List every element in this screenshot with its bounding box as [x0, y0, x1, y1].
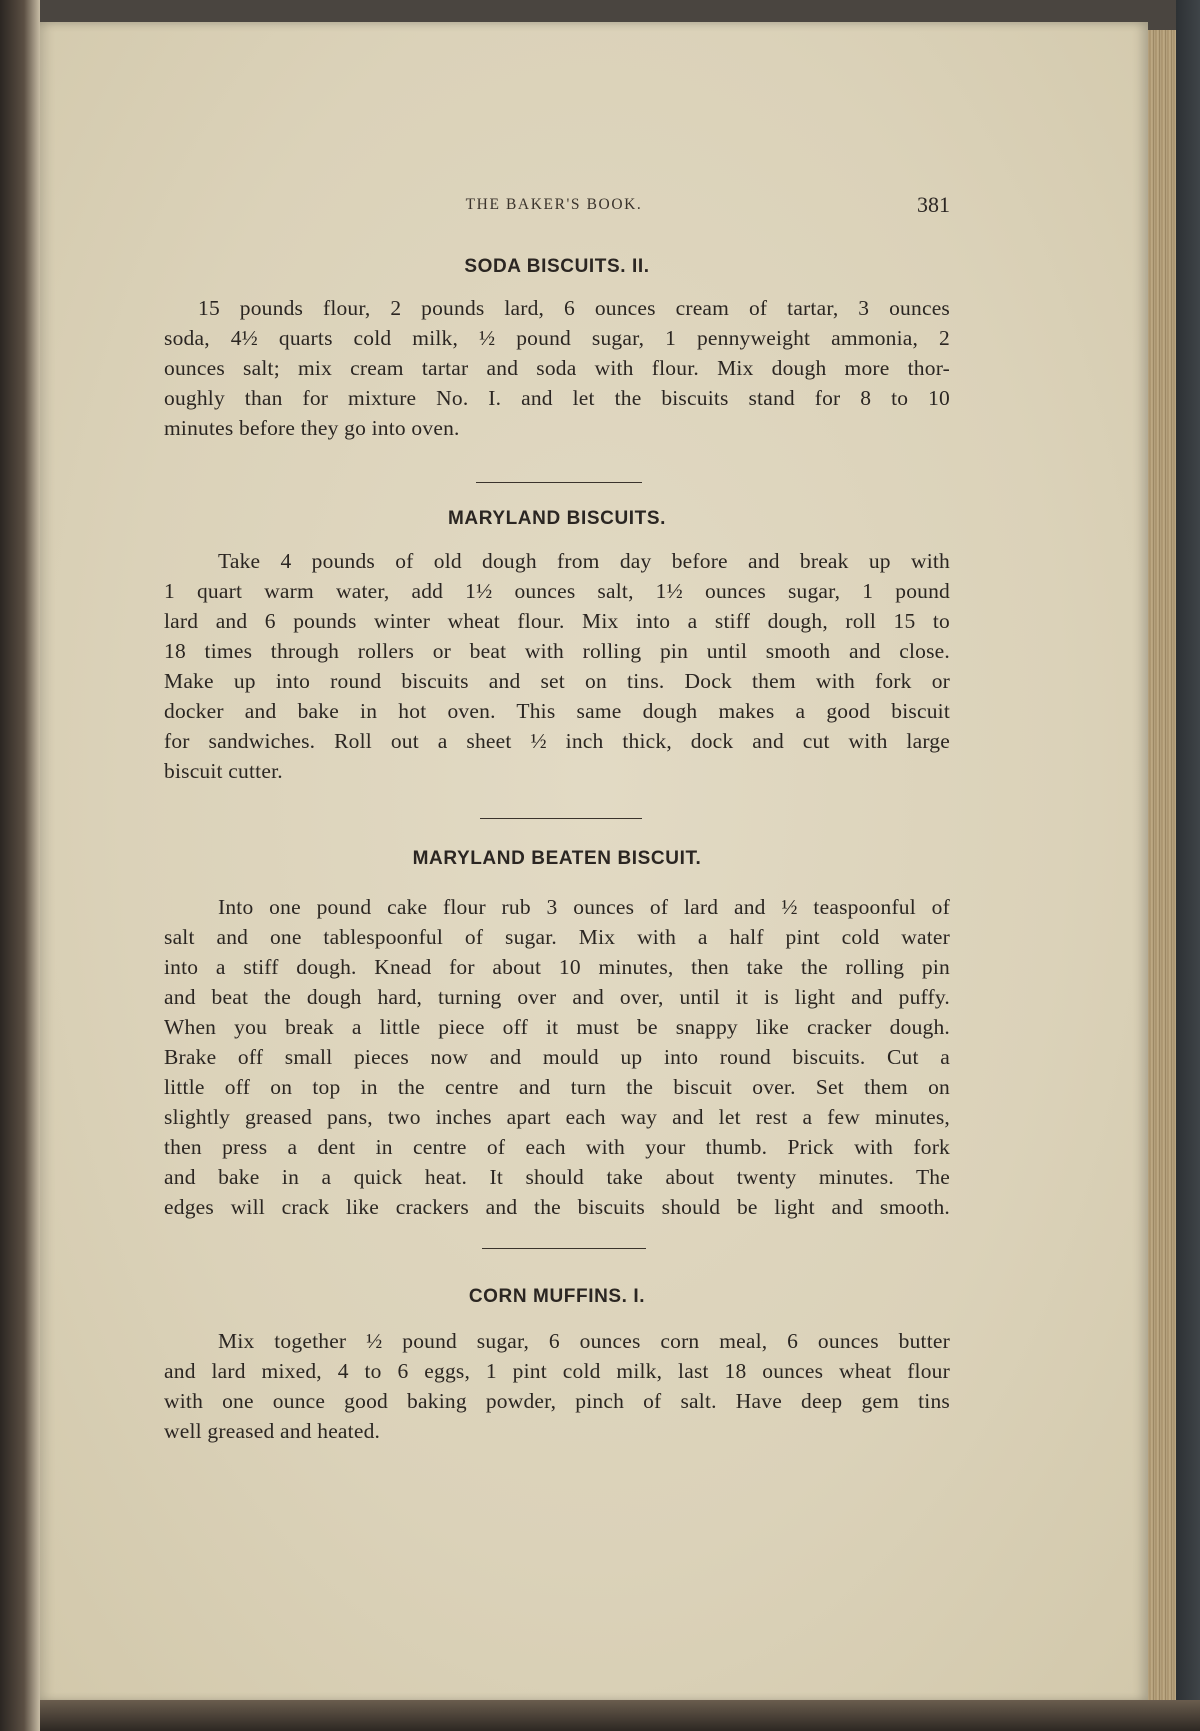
running-title: THE BAKER'S BOOK.: [465, 196, 643, 213]
text-line: Make up into round biscuits and set on tins. Dock them with fork or: [164, 669, 950, 693]
text-line: Take 4 pounds of old dough from day before and break up with: [218, 549, 950, 573]
text-line: soda, 4½ quarts cold milk, ½ pound sugar, 1 pennyweight ammonia, 2: [164, 326, 950, 350]
text-line: ounces salt; mix cream tartar and soda with flour. Mix dough more thor-: [164, 356, 950, 380]
text-line: with one ounce good baking powder, pinch of salt. Have deep gem tins: [164, 1389, 950, 1413]
section-divider: [482, 1248, 646, 1249]
section-heading-soda-biscuits: SODA BISCUITS. II.: [464, 256, 650, 277]
text-line: then press a dent in centre of each with your thumb. Prick with fork: [164, 1135, 950, 1159]
text-line: and bake in a quick heat. It should take about twenty minutes. The: [164, 1165, 950, 1189]
section-divider: [476, 482, 642, 483]
section-body-soda-biscuits: [164, 293, 950, 443]
page-number: 381: [917, 192, 950, 217]
section-heading-maryland-biscuits: MARYLAND BISCUITS.: [447, 508, 667, 529]
section-heading-maryland-beaten-biscuit: MARYLAND BEATEN BISCUIT.: [412, 848, 702, 869]
text-line: for sandwiches. Roll out a sheet ½ inch thick, dock and cut with large: [164, 729, 950, 753]
text-line: 18 times through rollers or beat with rolling pin until smooth and close.: [164, 639, 950, 663]
section-body-corn-muffins: [164, 1326, 950, 1446]
text-line: biscuit cutter.: [164, 759, 283, 783]
text-line: little off on top in the centre and turn the biscuit over. Set them on: [164, 1075, 950, 1099]
running-head: [164, 192, 950, 226]
section-divider: [480, 818, 642, 819]
text-line: edges will crack like crackers and the biscuits should be light and smooth.: [164, 1195, 950, 1219]
text-line: 1 quart warm water, add 1½ ounces salt, 1½ ounces sugar, 1 pound: [164, 579, 950, 603]
text-line: well greased and heated.: [164, 1419, 381, 1443]
section-body-maryland-beaten-biscuit: [164, 892, 950, 1222]
text-line: docker and bake in hot oven. This same dough makes a good biscuit: [164, 699, 950, 723]
text-line: Into one pound cake flour rub 3 ounces of lard and ½ teaspoonful of: [218, 895, 950, 919]
section-body-maryland-biscuits: [164, 546, 950, 786]
text-line: salt and one tablespoonful of sugar. Mix with a half pint cold water: [164, 925, 950, 949]
text-line: into a stiff dough. Knead for about 10 minutes, then take the rolling pin: [164, 955, 950, 979]
text-line: 15 pounds flour, 2 pounds lard, 6 ounces cream of tartar, 3 ounces: [198, 296, 950, 320]
text-line: Brake off small pieces now and mould up into round biscuits. Cut a: [164, 1045, 950, 1069]
text-line: Mix together ½ pound sugar, 6 ounces corn meal, 6 ounces butter: [218, 1329, 950, 1353]
text-line: and beat the dough hard, turning over and over, until it is light and puffy.: [164, 985, 950, 1009]
text-line: minutes before they go into oven.: [164, 416, 460, 440]
text-line: When you break a little piece off it must be snappy like cracker dough.: [164, 1015, 950, 1039]
text-line: oughly than for mixture No. I. and let the biscuits stand for 8 to 10: [164, 386, 950, 410]
text-line: lard and 6 pounds winter wheat flour. Mix into a stiff dough, roll 15 to: [164, 609, 950, 633]
section-heading-corn-muffins: CORN MUFFINS. I.: [468, 1286, 646, 1307]
book-binding-left: [0, 0, 40, 1731]
text-line: slightly greased pans, two inches apart each way and let rest a few minutes,: [164, 1105, 950, 1129]
text-line: and lard mixed, 4 to 6 eggs, 1 pint cold milk, last 18 ounces wheat flour: [164, 1359, 950, 1383]
page-bottom-shadow: [40, 1700, 1200, 1731]
book-cover-edge: [1176, 0, 1200, 1731]
